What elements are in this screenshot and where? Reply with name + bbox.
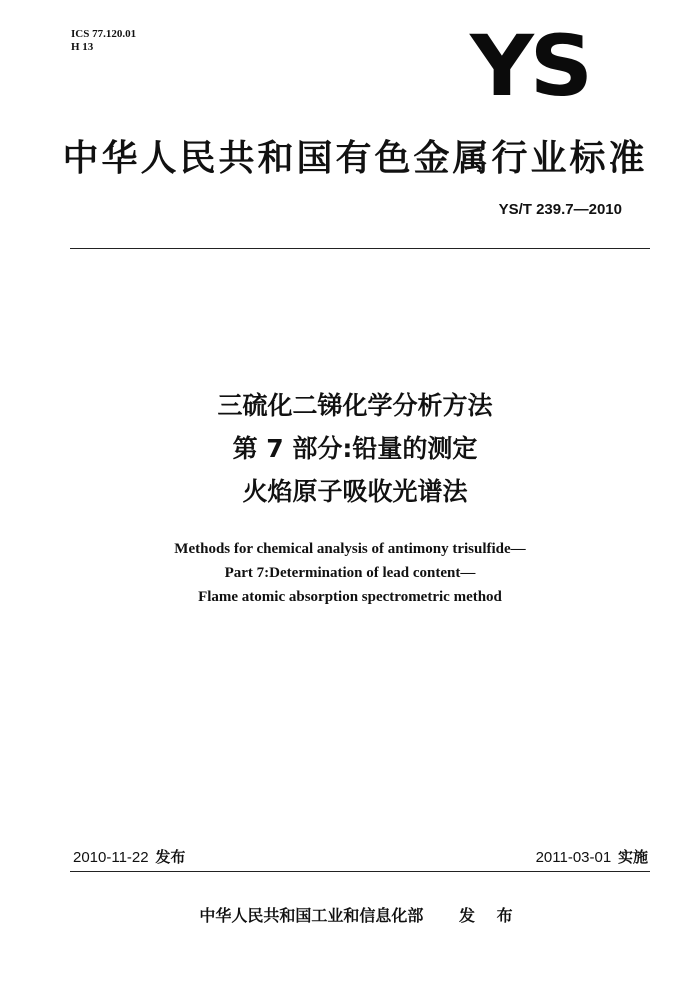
- english-title: [60, 537, 640, 609]
- implementation-label: 实施: [617, 848, 648, 866]
- footer-divider: [70, 871, 650, 872]
- implementation-date: 2011-03-01: [535, 849, 612, 866]
- issue-label: 发布: [155, 848, 186, 866]
- standard-code: YS/T 239.7—2010: [498, 201, 622, 218]
- ccs-code: H 13: [71, 41, 94, 53]
- english-title-line-2: Part 7:Determination of lead content—: [224, 565, 476, 581]
- issuer-name: 中华人民共和国工业和信息化部: [199, 906, 424, 925]
- ys-logo: YS: [470, 17, 589, 115]
- issuer-verb: 发 布: [459, 906, 521, 925]
- chinese-title-line-1: 三硫化二锑化学分析方法: [217, 391, 493, 420]
- issue-date-row: [73, 846, 185, 867]
- issue-date: 2010-11-22: [73, 849, 149, 866]
- standard-category-title: 中华人民共和国有色金属行业标准: [62, 138, 648, 179]
- header-divider: [70, 248, 650, 249]
- classification-codes: [71, 28, 136, 54]
- ics-code: ICS 77.120.01: [71, 28, 137, 40]
- issuing-authority: [170, 903, 550, 926]
- chinese-title: [60, 384, 650, 513]
- implementation-date-row: [536, 846, 648, 867]
- english-title-line-1: Methods for chemical analysis of antimony trisulfide—: [174, 541, 526, 557]
- english-title-line-3: Flame atomic absorption spectrometric method: [198, 589, 502, 605]
- chinese-title-line-2: 第 7 部分:铅量的测定: [232, 434, 478, 463]
- chinese-title-line-3: 火焰原子吸收光谱法: [242, 477, 468, 506]
